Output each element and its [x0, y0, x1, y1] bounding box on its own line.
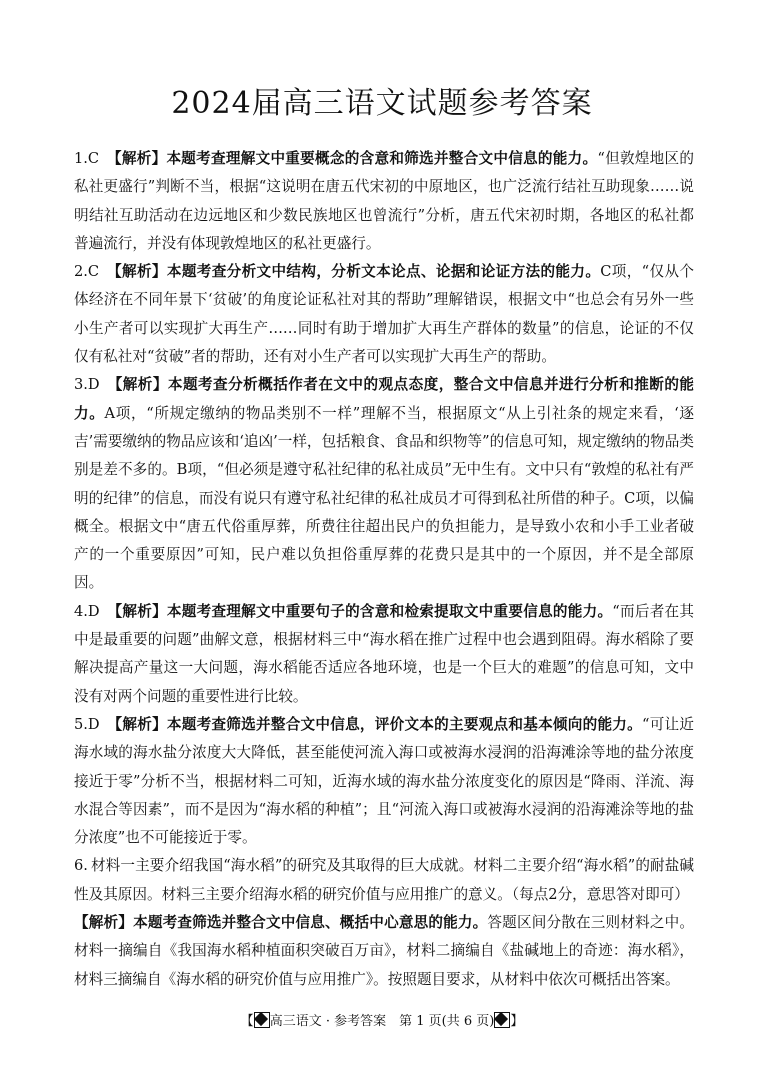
analysis-lead: 本题考查筛选并整合文中信息、概括中心意思的能力。: [133, 914, 488, 932]
analysis-text: “但敦煌地区的私社更盛行”判断不当，根据“这说明在唐五代宋初的中原地区，也广泛流行结社互助现象……说明结社互助活动在边远地区和少数民族地区也曾流行”分析，唐五代宋初时期，各地区的私社都普遍流行，并没有体现敦煌地区的私社更盛行。: [74, 150, 694, 252]
item-number: 3.D: [74, 376, 100, 394]
page-footer: [0, 1010, 764, 1029]
analysis-text: “而后者在其中是最重要的问题”曲解文意，根据材料三中“海水稻在推广过程中也会遇到阻碍。海水稻除了要解决提高产量这一大问题，海水稻能否适应各地环境，也是一个巨大的难题”的信息可知，文中没有对两个问题的重要性进行比较。: [74, 602, 694, 705]
analysis-lead: 本题考查理解文中重要句子的含意和检索提取文中重要信息的能力。: [166, 602, 613, 620]
analysis-text: 答题区间分散在三则材料之中。材料一摘编自《我国海水稻种植面积突破百万亩》，材料二摘编自《盐碱地上的奇迹：海水稻》，材料三摘编自《海水稻的研究价值与应用推广》。按照题目要求，从材料中依次可概括出答案。: [74, 914, 694, 988]
analysis-text: C项，“仅从个体经济在不同年景下‘贫破’的角度论证私社对其的帮助”理解错误，根据文中“也总会有另外一些小生产者可以实现扩大再生产……同时有助于增加扩大再生产群体的数量”的信息，论证的不仅仅有私社对“贫破”者的帮助，还有对小生产者可以实现扩大再生产的帮助。: [74, 263, 694, 366]
item-number: 6.: [74, 857, 88, 875]
footer-text: 高三语文 · 参考答案 第 1 页(共 6 页): [269, 1014, 495, 1029]
analysis-lead: 本题考查筛选并整合文中信息，评价文本的主要观点和基本倾向的能力。: [166, 715, 642, 733]
analysis-tag: 【解析】: [107, 263, 167, 281]
answer-item-4: [74, 598, 694, 711]
answer-item-1: [74, 145, 694, 258]
answer-item-3: [74, 371, 694, 597]
analysis-text: A项，“所规定缴纳的物品类别不一样”理解不当，根据原文“从上引社条的规定来看，‘逐吉’需要缴纳的物品应该和‘追凶’一样，包括粮食、食品和织物等”的信息可知，规定缴纳的物品类别是差不多的。B项，“但必须是遵守私社纪律的私社成员”无中生有。文中只有“敦煌的私社有严明的纪律”的信息，而没有说只有遵守私社纪律的私社成员才可得到私社所借的种子。C项，以偏概全。根据文中“唐五代俗重厚葬，所费往往超出民户的负担能力，是导致小农和小手工业者破产的一个重要原因”可知，民户难以负担俗重厚葬的花费只是其中的一个原因，并不是全部原因。: [74, 404, 694, 592]
footer-left-bracket: 【: [240, 1014, 254, 1029]
diamond-box-icon: [494, 1012, 510, 1028]
answer-text: 材料一主要介绍我国“海水稻”的研究及其取得的巨大成就。材料二主要介绍“海水稻”的耐盐碱性及其原因。材料三主要介绍海水稻的研究价值与应用推广的意义。（每点2分，意思答对即可）: [74, 857, 694, 903]
answer-body: [74, 145, 694, 994]
answer-item-6-analysis: [74, 909, 694, 994]
analysis-tag: 【解析】: [74, 914, 134, 932]
analysis-tag: 【解析】: [107, 150, 167, 167]
item-number: 4.D: [74, 602, 100, 620]
page-title: 2024届高三语文试题参考答案: [171, 86, 593, 121]
item-number: 1.C: [74, 150, 100, 167]
item-number: 2.C: [74, 263, 100, 281]
analysis-text: “可让近海水域的海水盐分浓度大大降低，甚至能使河流入海口或被海水浸润的沿海滩涂等地的盐分浓度接近于零”分析不当，根据材料二可知，近海水域的海水盐分浓度变化的原因是“降雨、洋流、海水混合等因素”，而不是因为“海水稻的种植”；且“河流入海口或被海水浸润的沿海滩涂等地的盐分浓度”也不可能接近于零。: [74, 715, 694, 847]
footer-right-bracket: 】: [510, 1014, 524, 1029]
analysis-tag: 【解析】: [107, 715, 167, 733]
answer-item-2: [74, 258, 694, 371]
analysis-lead: 本题考查理解文中重要概念的含意和筛选并整合文中信息的能力。: [166, 150, 598, 167]
item-number: 5.D: [74, 715, 100, 733]
answer-item-5: [74, 711, 694, 852]
analysis-tag: 【解析】: [107, 376, 168, 394]
analysis-tag: 【解析】: [107, 602, 167, 620]
analysis-lead: 本题考查分析文中结构，分析文本论点、论据和论证方法的能力。: [166, 263, 601, 281]
answer-item-6: [74, 852, 694, 909]
diamond-box-icon: [254, 1012, 270, 1028]
analysis-lead: 本题考查分析概括作者在文中的观点态度，整合文中信息并进行分析和推断的能力。: [74, 376, 694, 422]
